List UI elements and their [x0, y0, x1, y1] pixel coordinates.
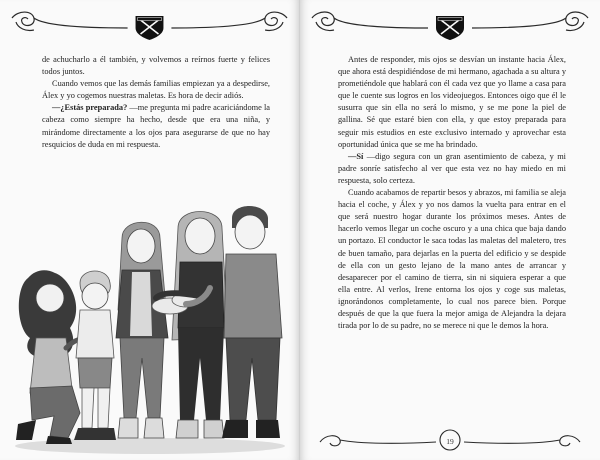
crest-ornament-icon	[308, 8, 592, 44]
paragraph	[338, 54, 566, 151]
right-page	[300, 0, 600, 460]
paragraph	[42, 78, 270, 102]
page-number: 19	[446, 437, 454, 446]
family-hug-illustration-icon	[10, 188, 295, 456]
right-page-text	[338, 54, 566, 332]
crest-ornament-icon	[8, 8, 291, 44]
dialogue-lead: —Sí	[348, 151, 364, 161]
paragraph	[42, 54, 270, 78]
paragraph-text: Cuando acabamos de repartir besos y abrazos, mi familia se aleja hacia el coche, y Álex y yo nos damos la vuelta para entrar en el que será nuestro hogar durante los próximos meses. Antes de hacerlo vemos llegar un coche oscuro y a una chica que baja dando un portazo. El conductor le saca todas las maletas del maletero, tres de buen tamaño, para dejarlas en la puerta del edificio y se despide de ella con un gesto lejano de la mano antes de arrancar y desaparecer por el camino de tierra, sin ni siquiera esperar a que ella entre. Al verlos, Irene entorna los ojos y coge sus maletas, ignorándonos completamente, lo cual nos parece bien. Porque después de que la que fuera la mejor amiga de Alejandra la dejara tirada por lo de su padre, no se merece ni que le demos la hora.	[338, 188, 566, 331]
header-ornament	[308, 8, 592, 44]
paragraph-text: —me pregunta mi padre acariciándome la cabeza como siempre ha hecho, desde que era una niña, y mirándome directamente a los ojos para asegurarse de que no hay resquicios de duda en mi respuesta.	[42, 103, 270, 149]
paragraph	[338, 151, 566, 187]
header-ornament	[8, 8, 291, 44]
paragraph-text: —digo segura con un gran asentimiento de cabeza, y mi padre sonríe satisfecho al ver que esta vez no hay miedo en mi respuesta, solo certeza.	[338, 151, 566, 185]
paragraph	[338, 187, 566, 332]
paragraph	[42, 102, 270, 150]
family-illustration	[10, 188, 295, 456]
paragraph-text: Cuando vemos que las demás familias empiezan ya a despedirse, Álex y yo cogemos nuestras maletas. Es hora de decir adiós.	[42, 79, 270, 101]
paragraph-text: Antes de responder, mis ojos se desvían un instante hacia Álex, que ahora está despidiéndose de mi hermano, agachada a su altura y prometiéndole que hablará con él cada vez que yo llame a casa para que le cuente sus logros en los videojuegos. Entonces oigo que él le susurra que sin ella no será lo mismo, y se me pone la piel de gallina. Sé que estaré bien con ella, y que estoy preparada para seguir mis estudios en este exclusivo internado y aprovechar esta oportunidad única que se me ha brindado.	[338, 55, 566, 149]
paragraph-text: de achucharlo a él también, y volvemos a reírnos fuerte y felices todos juntos.	[42, 55, 270, 77]
left-page-text	[42, 54, 270, 151]
dialogue-lead: —¿Estás preparada?	[52, 103, 128, 113]
